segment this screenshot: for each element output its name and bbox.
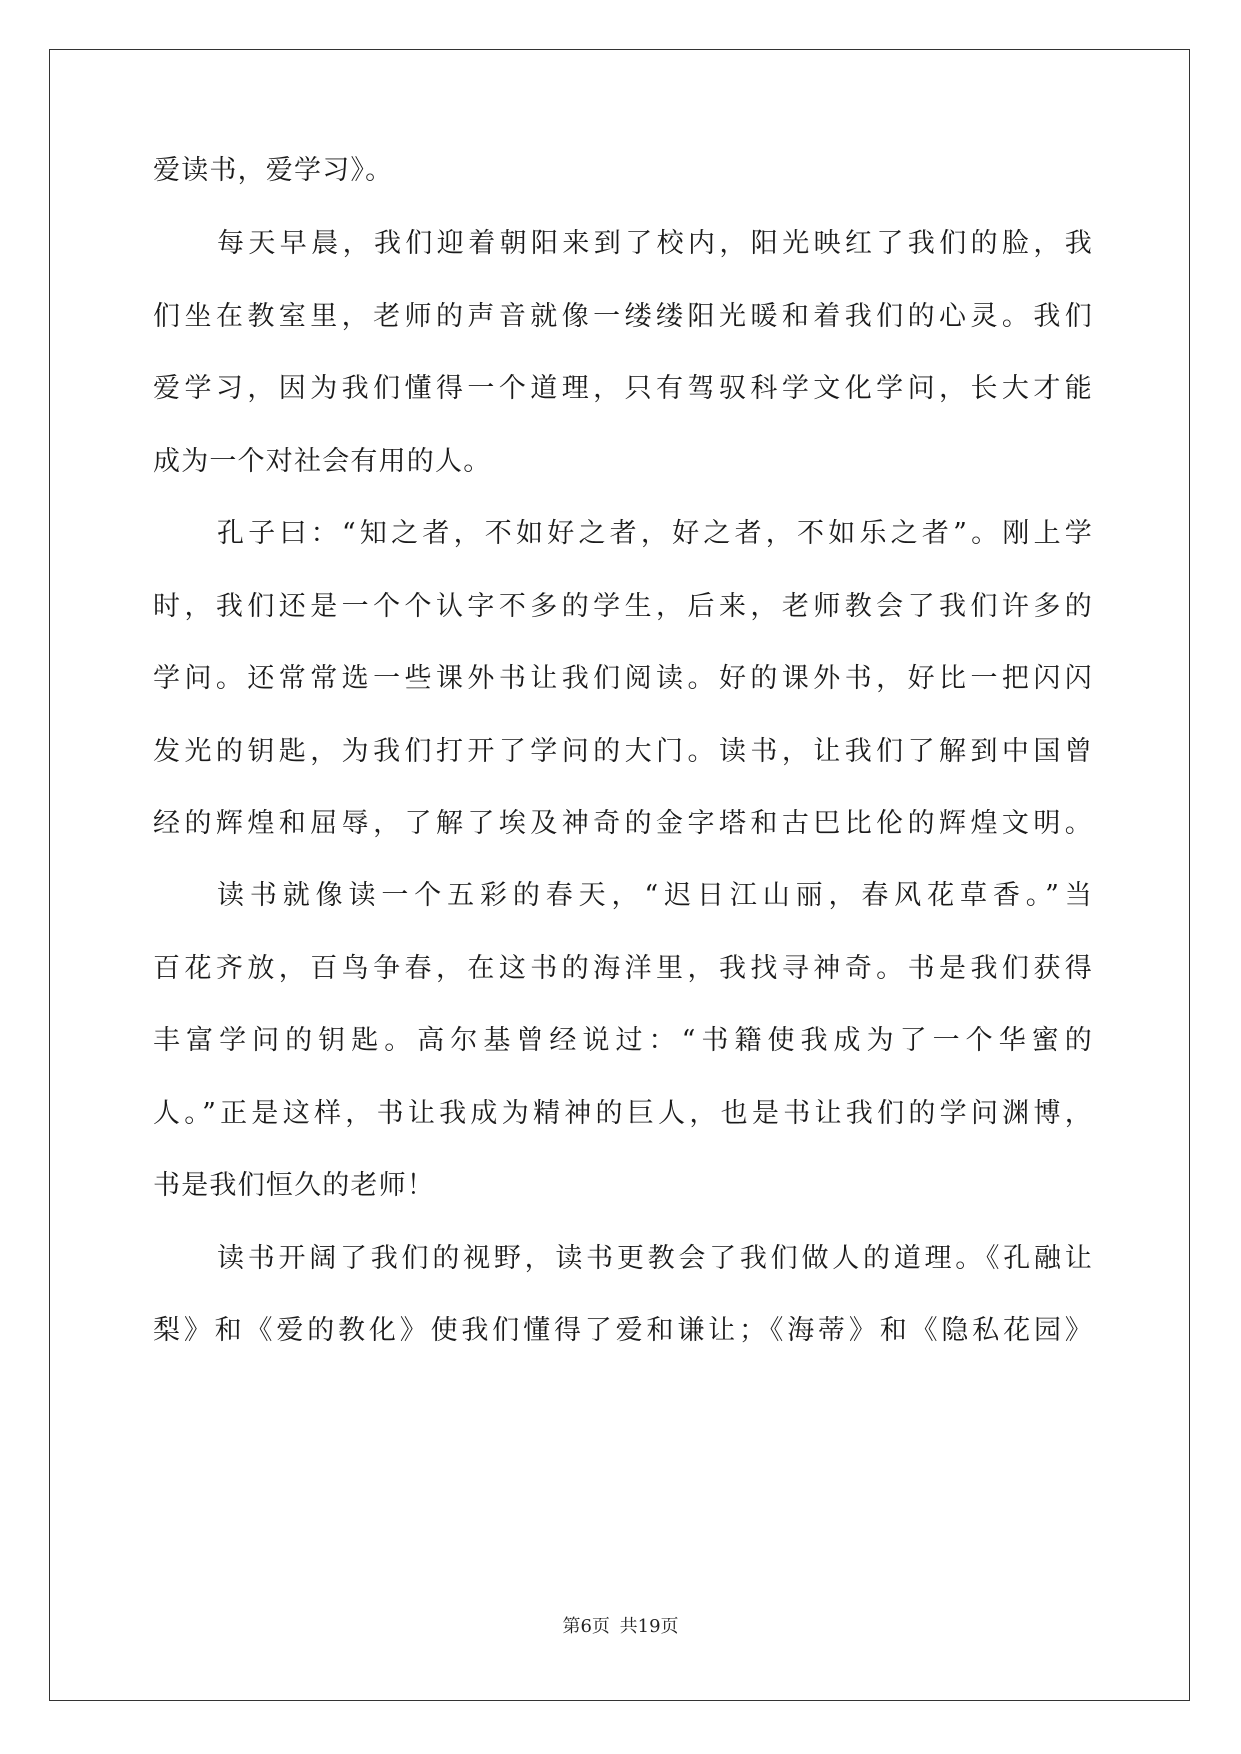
text-line: 学问。还常常选一些课外书让我们阅读。好的课外书，好比一把闪闪: [153, 663, 1093, 694]
text-line: 百花齐放，百鸟争春，在这书的海洋里，我找寻神奇。书是我们获得: [153, 953, 1093, 984]
text-line: 成为一个对社会有用的人。: [153, 446, 492, 477]
text-line: 书是我们恒久的老师！: [153, 1170, 435, 1201]
text-line: 爱学习，因为我们懂得一个道理，只有驾驭科学文化学问，长大才能: [153, 373, 1093, 404]
page-total: 共19页: [619, 1616, 679, 1637]
text-line: 读书开阔了我们的视野，读书更教会了我们做人的道理。《孔融让: [217, 1243, 1093, 1274]
text-line: 发光的钥匙，为我们打开了学问的大门。读书，让我们了解到中国曾: [153, 736, 1093, 767]
text-line: 爱读书，爱学习》。: [153, 155, 394, 186]
text-line: 时，我们还是一个个认字不多的学生，后来，老师教会了我们许多的: [153, 591, 1093, 622]
page-number: 第6页: [562, 1616, 610, 1637]
text-line: 丰富学问的钥匙。高尔基曾经说过：“书籍使我成为了一个华蜜的: [153, 1025, 1093, 1056]
text-line: 梨》和《爱的教化》使我们懂得了爱和谦让；《海蒂》和《隐私花园》: [153, 1315, 1093, 1346]
page-footer: [0, 1612, 1241, 1638]
text-line: 人。”正是这样，书让我成为精神的巨人，也是书让我们的学问渊博，: [153, 1098, 1093, 1129]
text-line: 们坐在教室里，老师的声音就像一缕缕阳光暖和着我们的心灵。我们: [153, 301, 1093, 332]
text-line: 孔子曰：“知之者，不如好之者，好之者，不如乐之者”。刚上学: [217, 518, 1093, 549]
text-line: 读书就像读一个五彩的春天，“迟日江山丽，春风花草香。”当: [217, 880, 1093, 911]
text-line: 经的辉煌和屈辱，了解了埃及神奇的金字塔和古巴比伦的辉煌文明。: [153, 808, 1093, 839]
text-line: 每天早晨，我们迎着朝阳来到了校内，阳光映红了我们的脸，我: [217, 228, 1093, 259]
